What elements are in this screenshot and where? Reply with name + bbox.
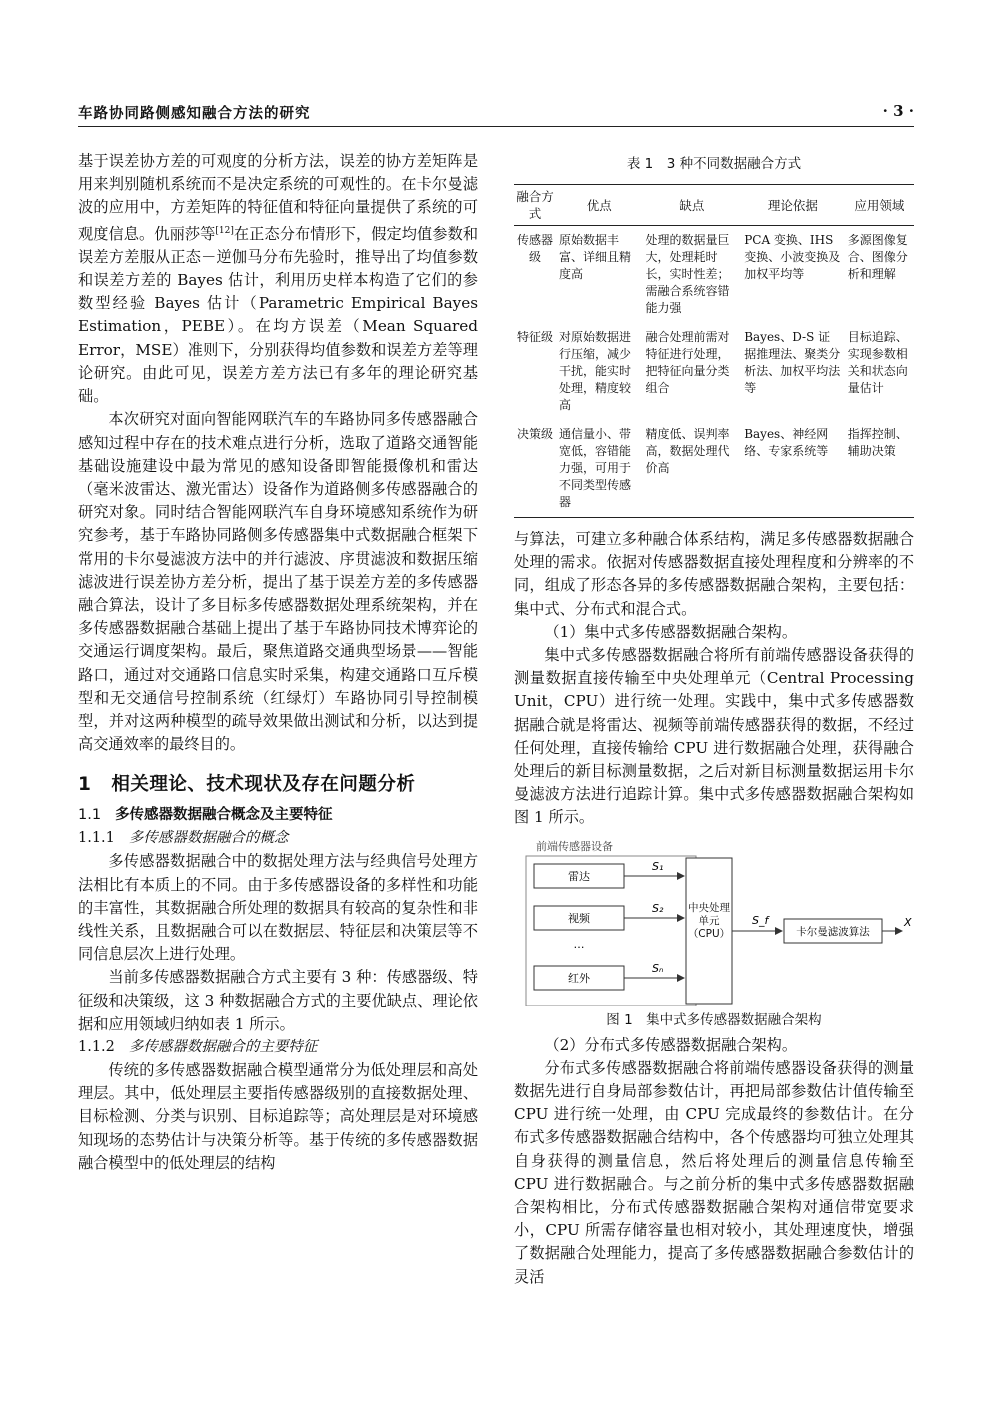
paragraph-1: 基于误差协方差的可观度的分析方法，误差的协方差矩阵是用来判别随机系统而不是决定系统的可观性的。在卡尔曼滤波的应用中，方差矩阵的特征值和特征向量提供了系统的可观度信息。仇丽莎等[12]在正态分布情形下，假定均值参数和误差方差服从正态－逆伽马分布先验时，推导出了均值参数和误差方差的 Bayes 估计，利用历史样本构造了它们的参数型经验 Bayes 估计（Parametric Empirical Bayes Estimation，PEBE）。在均方误差（Mean Squared Error，MSE）准则下，分别获得均值参数和误差方差等理论研究。由此可见，误差方差方法已有多年的理论研究基础。 [78, 152, 479, 406]
section-heading-1: 1 相关理论、技术现状及存在问题分析 [78, 774, 416, 796]
table-header: 理论依据 [741, 185, 845, 226]
table-row: 传感器级 原始数据丰富、详细且精度高 处理的数据量巨大，处理耗时长，实时性差；需融合系统容错能力强 PCA 变换、IHS 变换、小波变换及加权平均等 多源图像复合、图像分析和理解 [517, 233, 908, 315]
figure-1 [514, 836, 914, 1006]
running-title: 车路协同路侧感知融合方法的研究 [78, 106, 311, 122]
right-paragraph-3: 集中式多传感器数据融合将所有前端传感器设备获得的测量数据直接传输至中央处理单元（Central Processing Unit，CPU）进行统一处理。实践中，集中式多传感器数据融合就是将雷达、视频等前端传感器获得的数据，不经过任何处理，直接传输给 CPU 进行数据融合处理，获得融合处理后的新目标测量数据，之后对新目标测量数据运用卡尔曼滤波方法进行追踪计算。集中式多传感器数据融合架构如图 1 所示。 [514, 646, 914, 827]
right-column [514, 150, 914, 1289]
sn-label: Sₙ [652, 961, 664, 975]
table-row: 决策级 通信量小、带宽低，容错能力强，可用于不同类型传感器 精度低、误判率高，数据处理代价高 Bayes、神经网络、专家系统等 指挥控制、辅助决策 [514, 420, 914, 518]
table-1 [514, 184, 914, 518]
subsubsection-heading-1-1-2: 1.1.2 多传感器数据融合的主要特征 [78, 1038, 318, 1055]
right-paragraph-1: 与算法，可建立多种融合体系结构，满足多传感器数据融合处理的需求。依据对传感器数据直接处理程度和分辨率的不同，组成了形态各异的多传感器数据融合架构，主要包括：集中式、分布式和混合式。 [514, 530, 914, 618]
table-header: 缺点 [642, 185, 741, 226]
s1-label: S₁ [652, 859, 664, 873]
citation-ref[interactable]: [12] [215, 225, 234, 236]
paragraph-5: 传统的多传感器数据融合模型通常分为低处理层和高处理层。其中，低处理层主要指传感器级别的直接数据处理、目标检测、分类与识别、目标追踪等；高处理层是对环境感知现场的态势估计与决策分析等。基于传统的多传感器数据融合模型中的低处理层的结构 [78, 1060, 478, 1172]
video-label: 视频 [568, 911, 590, 925]
right-paragraph-4: （2）分布式多传感器数据融合架构。 [544, 1035, 798, 1054]
sf-label: S_f [752, 913, 769, 927]
sensor-group-label: 前端传感器设备 [536, 839, 613, 853]
table-header: 应用领域 [845, 185, 914, 226]
ellipsis: … [573, 937, 585, 951]
table-header: 优点 [556, 185, 642, 226]
page-header [78, 100, 914, 127]
figure-1-caption: 图 1 集中式多传感器数据融合架构 [606, 1011, 822, 1028]
s2-label: S₂ [652, 901, 664, 915]
subsection-heading-1-1: 1.1 多传感器数据融合概念及主要特征 [78, 807, 333, 824]
figure-1-diagram [514, 836, 914, 1006]
right-paragraph-5: 分布式多传感器数据融合将前端传感器设备获得的测量数据先进行自身局部参数估计，再把局部参数估计值传输至 CPU 进行统一处理，由 CPU 完成最终的参数估计。在分布式多传感器数据融合结构中，各个传感器均可独立处理其自身获得的测量信息，然后将处理后的测量信息传输至 CPU 进行数据融合。与之前分析的集中式多传感器数据融合架构相比，分布式传感器数据融合架构对通信带宽要求小，CPU 所需存储容量也相对较小，其处理速度快，增强了数据融合处理能力，提高了多传感器数据融合参数估计的灵活 [514, 1058, 914, 1286]
table-1-caption: 表 1 3 种不同数据融合方式 [626, 156, 802, 172]
kalman-filter-label: 卡尔曼滤波算法 [796, 925, 870, 938]
table-header: 融合方式 [514, 185, 556, 226]
infrared-label: 红外 [568, 971, 590, 985]
right-paragraph-2: （1）集中式多传感器数据融合架构。 [544, 622, 798, 641]
output-x-label: X [904, 915, 912, 929]
page-number: · 3 · [882, 102, 914, 120]
paragraph-2: 本次研究对面向智能网联汽车的车路协同多传感器融合感知过程中存在的技术难点进行分析，选取了道路交通智能基础设施建设中最为常见的感知设备即智能摄像机和雷达（毫米波雷达、激光雷达）设备作为道路侧多传感器融合的研究对象。同时结合智能网联汽车自身环境感知系统作为研究参考，基于车路协同路侧多传感器集中式数据融合框架下常用的卡尔曼滤波方法中的并行滤波、序贯滤波和数据压缩滤波进行误差协方差分析，提出了基于误差方差的多传感器融合算法，设计了多目标多传感器数据处理系统架构，并在多传感器数据融合基础上提出了基于车路协同技术博弈论的交通运行调度架构。最后，聚焦道路交通典型场景——智能路口，通过对交通路口信息实时采集，构建交通路口互斥模型和无交通信号控制系统（红绿灯）车路协同引导控制模型，并对这两种模型的疏导效果做出测试和分析，以达到提高交通效率的最终目的。 [78, 410, 478, 754]
cpu-label: 中央处理单元（CPU） [687, 901, 731, 940]
paragraph-4: 当前多传感器数据融合方式主要有 3 种：传感器级、特征级和决策级，这 3 种数据融合方式的主要优缺点、理论依据和应用领域归纳如表 1 所示。 [78, 968, 478, 1033]
subsubsection-heading-1-1-1: 1.1.1 多传感器数据融合的概念 [78, 830, 289, 847]
paragraph-3: 多传感器数据融合中的数据处理方法与经典信号处理方法相比有本质上的不同。由于多传感器设备的多样性和功能的丰富性，其数据融合所处理的数据具有较高的复杂性和非线性关系，且数据融合可以在数据层、特征层和决策层等不同信息层次上进行处理。 [78, 852, 478, 964]
table-row: 特征级 对原始数据进行压缩，减少干扰，能实时处理，精度较高 融合处理前需对特征进行处理，把特征向量分类组合 Bayes、D-S 证据推理法、聚类分析法、加权平均法等 目标追踪、实现参数相关和状态向量估计 [517, 330, 908, 412]
left-column [78, 150, 478, 1175]
radar-label: 雷达 [568, 869, 590, 883]
